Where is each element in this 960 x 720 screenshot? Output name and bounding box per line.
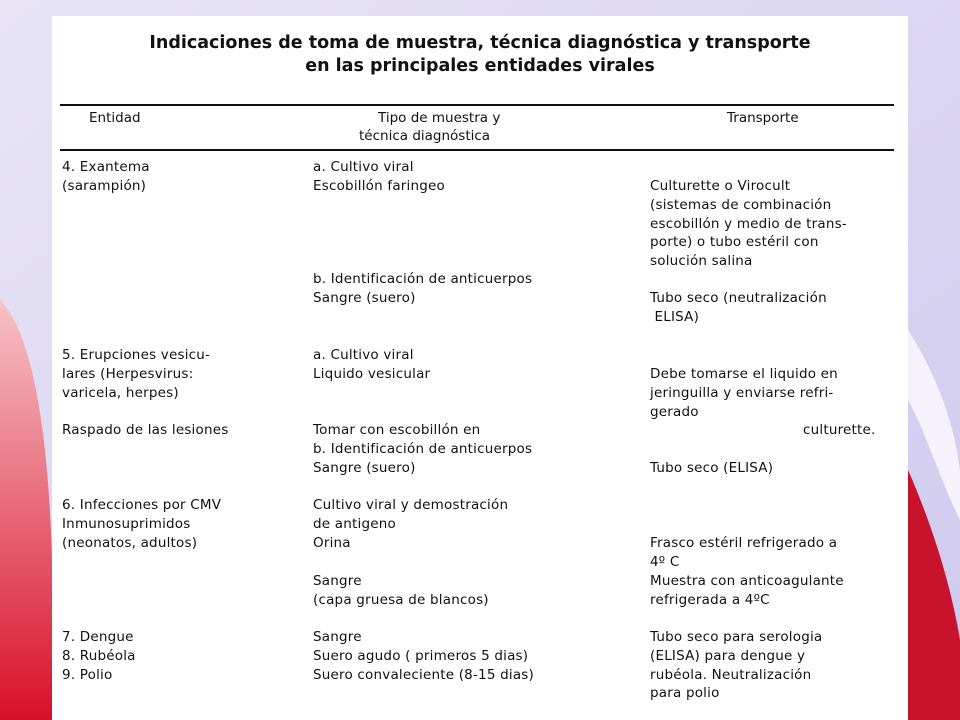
row-3-transporte: Frasco estéril refrigerado a 4º C xyxy=(650,535,838,570)
row-3-tipo-b: Sangre (capa gruesa de blancos) xyxy=(313,573,489,608)
row-2-raspado: Raspado de las lesiones xyxy=(62,422,229,438)
table-title xyxy=(52,32,908,78)
row-1-transporte: Culturette o Virocult (sistemas de combinación escobillón y medio de trans- porte) o tubo estéril con solución salina xyxy=(650,178,847,270)
row-4-tipo: Sangre Suero agudo ( primeros 5 dias) Suero convaleciente (8-15 dias) xyxy=(313,629,535,683)
row-3-tipo: Cultivo viral y demostración de antigeno Orina xyxy=(313,497,509,551)
header-bottom-rule xyxy=(60,149,894,151)
row-1-tipo-b: b. Identificación de anticuerpos Sangre (suero) xyxy=(313,271,533,306)
row-2-transporte-culturette: culturette. xyxy=(803,422,876,438)
header-transporte: Transporte xyxy=(727,110,799,126)
row-2-tipo-b: Tomar con escobillón en b. Identificación de anticuerpos Sangre (suero) xyxy=(313,422,533,476)
title-line-2: en las principales entidades virales xyxy=(305,56,655,76)
title-line-1: Indicaciones de toma de muestra, técnica diagnóstica y transporte xyxy=(149,33,811,53)
header-top-rule xyxy=(60,104,894,106)
row-1-entidad: 4. Exantema (sarampión) xyxy=(62,159,150,194)
row-3-transporte-b: Muestra con anticoagulante refrigerada a 4ºC xyxy=(650,573,844,608)
header-entidad: Entidad xyxy=(89,110,141,126)
header-tipo-line-2: técnica diagnóstica xyxy=(359,128,491,144)
row-1-tipo: a. Cultivo viral Escobillón faringeo xyxy=(313,159,445,194)
row-2-entidad: 5. Erupciones vesicu- lares (Herpesvirus: varicela, herpes) xyxy=(62,347,211,401)
row-2-transporte-b: Tubo seco (ELISA) xyxy=(650,460,774,476)
row-3-entidad: 6. Infecciones por CMV Inmunosuprimidos (neonatos, adultos) xyxy=(62,497,222,551)
row-4-transporte: Tubo seco para serologia (ELISA) para dengue y rubéola. Neutralización para polio xyxy=(650,629,823,702)
header-tipo-line-1: Tipo de muestra y xyxy=(378,110,501,126)
document-page xyxy=(52,16,908,720)
row-2-transporte: Debe tomarse el liquido en jeringuilla y enviarse refri- gerado xyxy=(650,366,838,420)
row-1-transporte-b: Tubo seco (neutralización ELISA) xyxy=(650,290,827,325)
row-4-entidad: 7. Dengue 8. Rubéola 9. Polio xyxy=(62,629,136,683)
row-2-tipo: a. Cultivo viral Liquido vesicular xyxy=(313,347,431,382)
